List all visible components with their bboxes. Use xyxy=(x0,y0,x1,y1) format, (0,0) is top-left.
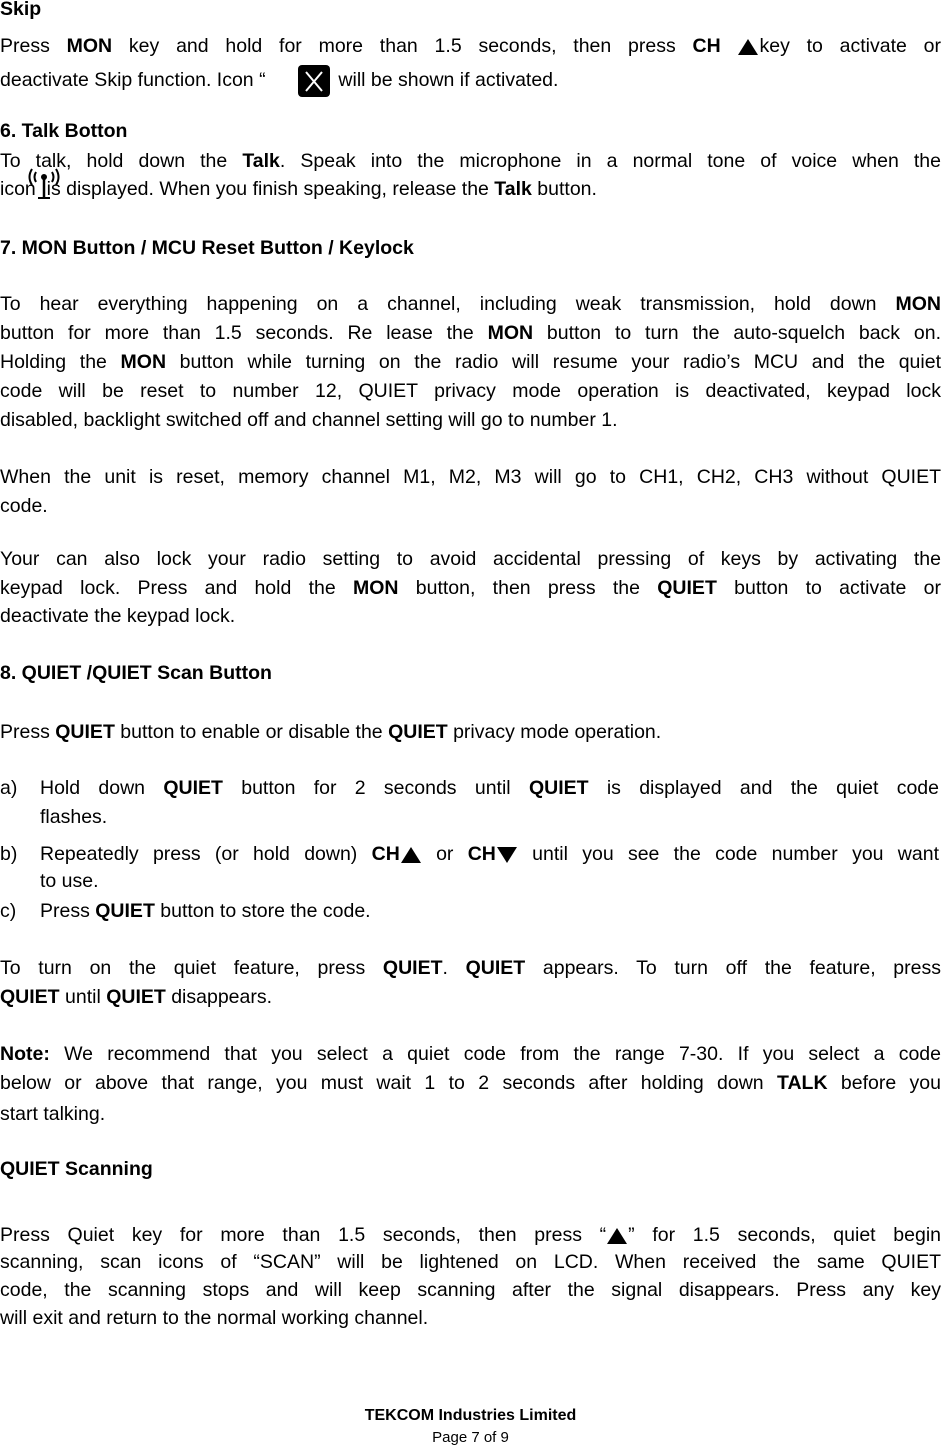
up-arrow-icon xyxy=(400,846,422,864)
up-arrow-icon xyxy=(737,38,759,56)
mon-p2-line-2: code. xyxy=(0,495,48,517)
scanning-line-4: will exit and return to the normal working channel. xyxy=(0,1307,429,1329)
footer-company: TEKCOM Industries Limited xyxy=(364,1407,577,1424)
talk-heading: 6. Talk Botton xyxy=(0,120,128,142)
mon-heading: 7. MON Button / MCU Reset Button / Keylock xyxy=(0,237,414,259)
up-arrow-icon xyxy=(606,1227,628,1245)
step-b-line-1: Repeatedly press (or hold down) CH or CH until you see the code number you want xyxy=(40,843,939,865)
scanning-line-2: scanning, scan icons of “SCAN” will be lightened on LCD. When received the same QUIET xyxy=(0,1251,941,1273)
turn-on-line-2: QUIET until QUIET disappears. xyxy=(0,986,273,1008)
step-a-line-2: flashes. xyxy=(40,806,108,828)
quiet-intro: Press QUIET button to enable or disable the QUIET privacy mode operation. xyxy=(0,721,662,743)
mon-p1-line-1: To hear everything happening on a channel, including weak transmission, hold down MON xyxy=(0,293,941,315)
talk-line-1: To talk, hold down the Talk. Speak into the microphone in a normal tone of voice when the xyxy=(0,150,941,172)
skip-heading: Skip xyxy=(0,0,42,20)
skip-line-1: Press MON key and hold for more than 1.5 seconds, then press CH key to activate or xyxy=(0,35,941,57)
footer-page-number: Page 7 of 9 xyxy=(432,1429,509,1446)
step-a-label: a) xyxy=(0,777,18,799)
step-b-label: b) xyxy=(0,843,18,865)
note-line-1: Note: We recommend that you select a quiet code from the range 7-30. If you select a code xyxy=(0,1043,941,1065)
scanning-line-3: code, the scanning stops and will keep scanning after the signal disappears. Press any key xyxy=(0,1279,941,1301)
scanning-heading: QUIET Scanning xyxy=(0,1158,153,1180)
mon-p1-line-2: button for more than 1.5 seconds. Re lease the MON button to turn the auto-squelch back on. xyxy=(0,322,941,344)
skip-x-icon xyxy=(297,64,331,98)
mon-p3-line-3: deactivate the keypad lock. xyxy=(0,605,236,627)
note-line-3: start talking. xyxy=(0,1103,106,1125)
mon-p3-line-1: Your can also lock your radio setting to avoid accidental pressing of keys by activating the xyxy=(0,548,941,570)
talk-line-2: icon is displayed. When you finish speaking, release the Talk button. xyxy=(0,178,941,201)
down-arrow-icon xyxy=(496,846,518,864)
skip-line-2: deactivate Skip function. Icon “ will be shown if activated. xyxy=(0,64,941,98)
mon-p1-line-4: code will be reset to number 12, QUIET privacy mode operation is deactivated, keypad lock xyxy=(0,380,941,402)
mon-p3-line-2: keypad lock. Press and hold the MON button, then press the QUIET button to activate or xyxy=(0,577,941,599)
step-c-label: c) xyxy=(0,900,17,922)
note-line-2: below or above that range, you must wait 1 to 2 seconds after holding down TALK before you xyxy=(0,1072,941,1094)
mon-p1-line-5: disabled, backlight switched off and channel setting will go to number 1. xyxy=(0,409,618,431)
scanning-line-1: Press Quiet key for more than 1.5 seconds, then press “ ” for 1.5 seconds, quiet begin xyxy=(0,1224,941,1246)
step-c-line-1: Press QUIET button to store the code. xyxy=(40,900,371,922)
step-b-line-2: to use. xyxy=(40,870,99,892)
turn-on-line-1: To turn on the quiet feature, press QUIET. QUIET appears. To turn off the feature, press xyxy=(0,957,941,979)
quiet-heading: 8. QUIET /QUIET Scan Button xyxy=(0,662,272,684)
mon-p1-line-3: Holding the MON button while turning on the radio will resume your radio’s MCU and the quiet xyxy=(0,351,941,373)
step-a-line-1: Hold down QUIET button for 2 seconds until QUIET is displayed and the quiet code xyxy=(40,777,939,799)
mon-p2-line-1: When the unit is reset, memory channel M1, M2, M3 will go to CH1, CH2, CH3 without QUIET xyxy=(0,466,941,488)
